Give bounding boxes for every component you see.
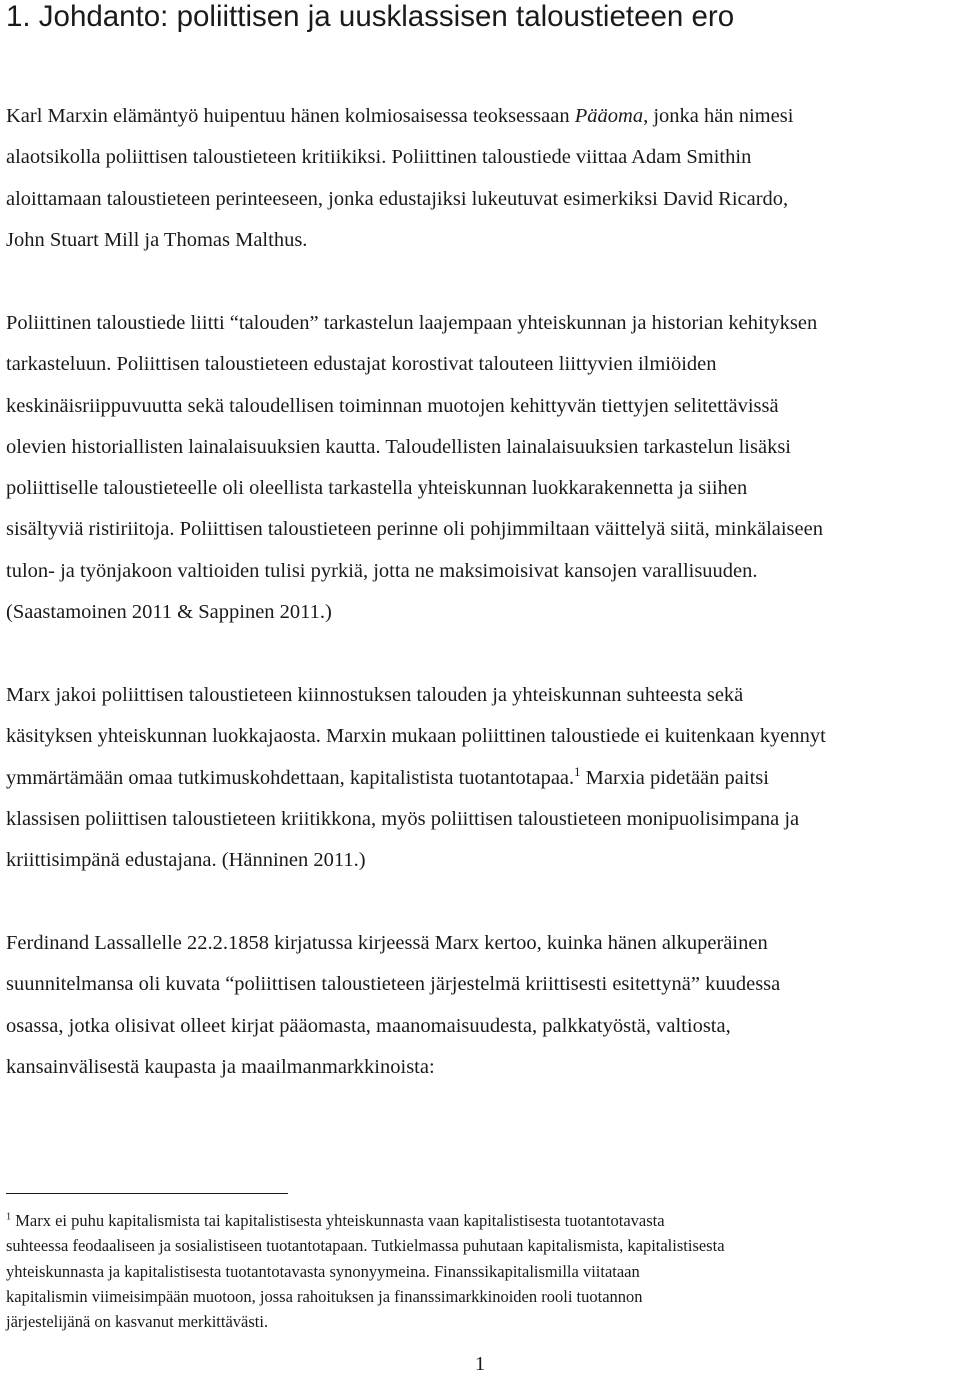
- section-heading: 1. Johdanto: poliittisen ja uusklassisen taloustieteen ero: [6, 0, 735, 33]
- paragraph-line: keskinäisriippuvuutta sekä taloudellisen toiminnan muotojen kehittyvän tiettyjen selitettävissä: [6, 394, 779, 417]
- paragraph-political-economy: [6, 303, 958, 633]
- paragraph-line: Marx jakoi poliittisen taloustieteen kiinnostuksen talouden ja yhteiskunnan suhteesta sekä: [6, 684, 744, 706]
- paragraph-line: John Stuart Mill ja Thomas Malthus.: [6, 228, 308, 251]
- paragraph-line: tulon- ja työnjakoon valtioiden tulisi pyrkiä, jotta ne maksimoisivat kansojen varallisuuden.: [6, 559, 758, 582]
- text-run: ymmärtämään omaa tutkimuskohdettaan, kapitalistista tuotantotapaa.: [6, 766, 575, 789]
- footnote-line: kapitalismin viimeisimpään muotoon, jossa rahoituksen ja finanssimarkkinoiden rooli tuotannon: [6, 1286, 643, 1306]
- paragraph-line: kansainvälisestä kaupasta ja maailmanmarkkinoista:: [6, 1055, 435, 1078]
- paragraph-line: poliittiselle taloustieteelle oli oleellista tarkastella yhteiskunnan luokkarakennetta ja siihen: [6, 477, 748, 500]
- paragraph-line: (Saastamoinen 2011 & Sappinen 2011.): [6, 601, 332, 624]
- paragraph-line: käsityksen yhteiskunnan luokkajaosta. Marxin mukaan poliittinen taloustiede ei kuitenkaan kyennyt: [6, 725, 826, 748]
- text-run: Marx ei puhu kapitalismista tai kapitalistisesta yhteiskunnasta vaan kapitalistisesta tuotantotavasta: [11, 1211, 665, 1230]
- footnote-line: suhteessa feodaaliseen ja sosialistiseen tuotantotapaan. Tutkielmassa puhutaan kapitalismista, kapitalistisesta: [6, 1236, 725, 1256]
- paragraph-line: Ferdinand Lassallelle 22.2.1858 kirjatussa kirjeessä Marx kertoo, kuinka hänen alkuperäinen: [6, 932, 768, 954]
- paragraph-marx-critique: [6, 675, 958, 881]
- paragraph-line: aloittamaan taloustieteen perinteeseen, jonka edustajiksi lukeutuvat esimerkiksi David Ricardo,: [6, 187, 789, 210]
- paragraph-line: kriittisimpänä edustajana. (Hänninen 2011.): [6, 849, 366, 872]
- footnote-separator: [6, 1193, 288, 1194]
- text-run: , jonka hän nimesi: [643, 105, 794, 127]
- paragraph-intro: [6, 96, 958, 261]
- footnote-mark: 1: [6, 1211, 12, 1223]
- page-number: 1: [474, 1353, 486, 1375]
- footnote-line: järjestelijänä on kasvanut merkittävästi.: [6, 1312, 269, 1332]
- paragraph-line: klassisen poliittisen taloustieteen kriitikkona, myös poliittisen taloustieteen monipuolisimpana ja: [6, 807, 800, 830]
- footnote-reference[interactable]: 1: [574, 764, 581, 779]
- paragraph-line: Poliittinen taloustiede liitti “talouden” tarkastelun laajempaan yhteiskunnan ja historian kehityksen: [6, 312, 818, 334]
- paragraph-line: suunnitelmansa oli kuvata “poliittisen taloustieteen järjestelmä kriittisesti esitettynä” kuudessa: [6, 973, 781, 996]
- text-run: Karl Marxin elämäntyö huipentuu hänen kolmiosaisessa teoksessaan: [6, 105, 575, 127]
- paragraph-line: [6, 758, 958, 799]
- paragraph-line: [6, 96, 958, 137]
- paragraph-lassalle-letter: [6, 923, 958, 1088]
- footnote: [6, 1208, 958, 1334]
- paragraph-line: tarkasteluun. Poliittisen taloustieteen edustajat korostivat talouteen liittyvien ilmiöiden: [6, 353, 717, 376]
- paragraph-line: alaotsikolla poliittisen taloustieteen kritiikiksi. Poliittinen taloustiede viittaa Adam Smithin: [6, 146, 752, 169]
- text-run: Marxia pidetään paitsi: [580, 766, 769, 789]
- paragraph-line: olevien historiallisten lainalaisuuksien kautta. Taloudellisten lainalaisuuksien tarkastelun lisäksi: [6, 435, 791, 458]
- footnote-line: yhteiskunnasta ja kapitalistisesta tuotantotavasta synonyymeina. Finanssikapitalismilla viitataan: [6, 1261, 640, 1281]
- footnote-line: [6, 1208, 958, 1233]
- paragraph-line: osassa, jotka olisivat olleet kirjat pääomasta, maanomaisuudesta, palkkatyöstä, valtiosta,: [6, 1014, 731, 1037]
- paragraph-line: sisältyviä ristiriitoja. Poliittisen taloustieteen perinne oli pohjimmiltaan väittelyä siitä, minkälaiseen: [6, 518, 823, 541]
- book-title-italic: Pääoma: [574, 105, 644, 127]
